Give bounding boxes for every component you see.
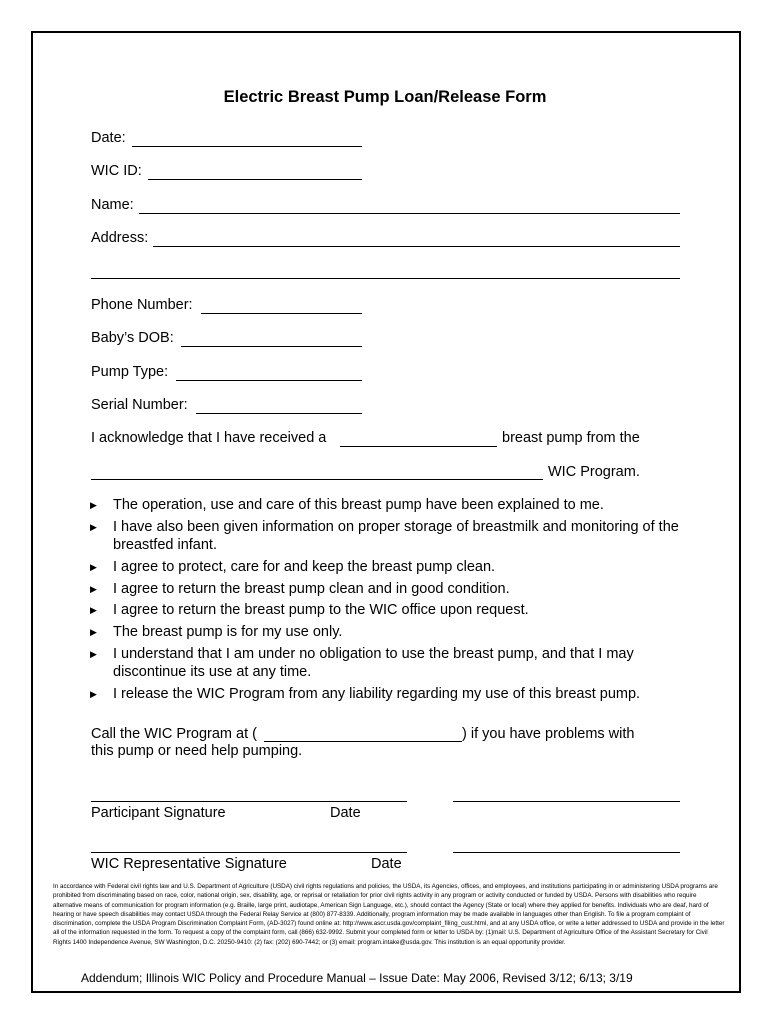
call-text-3: this pump or need help pumping. (91, 743, 303, 759)
name-label: Name: (91, 197, 134, 213)
bullet-icon: ▶ (90, 584, 97, 594)
statement-item: I have also been given information on proper storage of breastmilk and monitoring of the breastfed infant. (113, 519, 679, 553)
statement-item: I agree to protect, care for and keep the breast pump clean. (113, 559, 496, 575)
footer-revision-note: Addendum; Illinois WIC Policy and Procedure Manual – Issue Date: May 2006, Revised 3/12; 6/13; 3/19 (81, 971, 633, 985)
participant-date-field[interactable] (453, 801, 680, 802)
address-field-line-2[interactable] (91, 278, 680, 279)
date-label: Date: (91, 130, 126, 146)
acknowledge-text-1: I acknowledge that I have received a (91, 430, 327, 446)
call-text-2: ) if you have problems with (462, 726, 635, 742)
bullet-icon: ▶ (90, 649, 97, 659)
statement-item: I understand that I am under no obligation to use the breast pump, and that I may discontinue its use at any time. (113, 646, 634, 680)
bullet-icon: ▶ (90, 689, 97, 699)
phone-field[interactable] (201, 313, 362, 314)
statement-item: The breast pump is for my use only. (113, 624, 343, 640)
statement-item: I release the WIC Program from any liability regarding my use of this breast pump. (113, 686, 641, 702)
wic-id-field[interactable] (148, 179, 362, 180)
bullet-icon: ▶ (90, 500, 97, 510)
program-name-field[interactable] (91, 479, 543, 480)
program-phone-field[interactable] (264, 741, 462, 742)
representative-signature-label: WIC Representative Signature (91, 856, 287, 872)
bullet-icon: ▶ (90, 605, 97, 615)
pump-type-field[interactable] (176, 380, 362, 381)
bullet-icon: ▶ (90, 522, 97, 532)
name-field[interactable] (139, 213, 680, 214)
representative-signature-field[interactable] (91, 852, 407, 853)
serial-number-label: Serial Number: (91, 397, 188, 413)
representative-date-field[interactable] (453, 852, 680, 853)
representative-date-label: Date (371, 856, 402, 872)
baby-dob-field[interactable] (181, 346, 362, 347)
serial-number-field[interactable] (196, 413, 362, 414)
statement-item: The operation, use and care of this breast pump have been explained to me. (113, 497, 604, 513)
acknowledge-text-2: breast pump from the (502, 430, 640, 446)
participant-date-label: Date (330, 805, 361, 821)
bullet-icon: ▶ (90, 627, 97, 637)
pump-model-field[interactable] (340, 446, 497, 447)
wic-id-label: WIC ID: (91, 163, 142, 179)
call-text-1: Call the WIC Program at ( (91, 726, 257, 742)
address-label: Address: (91, 230, 149, 246)
form-title: Electric Breast Pump Loan/Release Form (223, 88, 547, 106)
acknowledge-text-3: WIC Program. (548, 464, 640, 480)
phone-label: Phone Number: (91, 297, 193, 313)
address-field[interactable] (153, 246, 680, 247)
statement-item: I agree to return the breast pump clean and in good condition. (113, 581, 510, 597)
date-field[interactable] (132, 146, 362, 147)
participant-signature-label: Participant Signature (91, 805, 226, 821)
nondiscrimination-statement: In accordance with Federal civil rights law and U.S. Department of Agriculture (USDA) civil rights regulations and policies, the USDA, its Agencies, offices, and employees, and institutions participating in or administering USDA programs are prohibited from discriminating based on race, color, national origin, sex, disability, age, or reprisal or retaliation for prior civil rights activity in any program or activity conducted or funded by USDA. Persons with disabilities who require alternative means of communication for program information (e.g. Braille, large print, audiotape, American Sign Language, etc.), should contact the Agency (State or local) where they applied for benefits. Individuals who are deaf, hard of hearing or have speech disabilities may contact USDA through the Federal Relay Service at (800) 877-8339. Additionally, program information may be made available in languages other than English. To file a program complaint of discrimination, complete the USDA Program Discrimination Complaint Form, (AD-3027) found online at: http://www.ascr.usda.gov/complaint_filing_cust.html, and at any USDA office, or write a letter addressed to USDA and provide in the letter all of the information requested in the form. To request a copy of the complaint form, call (866) 632-9992. Submit your completed form or letter to USDA by: (1)mail: U.S. Department of Agriculture Office of the Assistant Secretary for Civil Rights 1400 Independence Avenue, SW Washington, D.C. 20250-9410: (2) fax: (202) 690-7442; or (3) email: program.intake@usda.gov. This institution is an equal opportunity provider. (53, 883, 725, 946)
statement-item: I agree to return the breast pump to the WIC office upon request. (113, 602, 529, 618)
pump-type-label: Pump Type: (91, 364, 169, 380)
participant-signature-field[interactable] (91, 801, 407, 802)
baby-dob-label: Baby’s DOB: (91, 330, 174, 346)
bullet-icon: ▶ (90, 562, 97, 572)
